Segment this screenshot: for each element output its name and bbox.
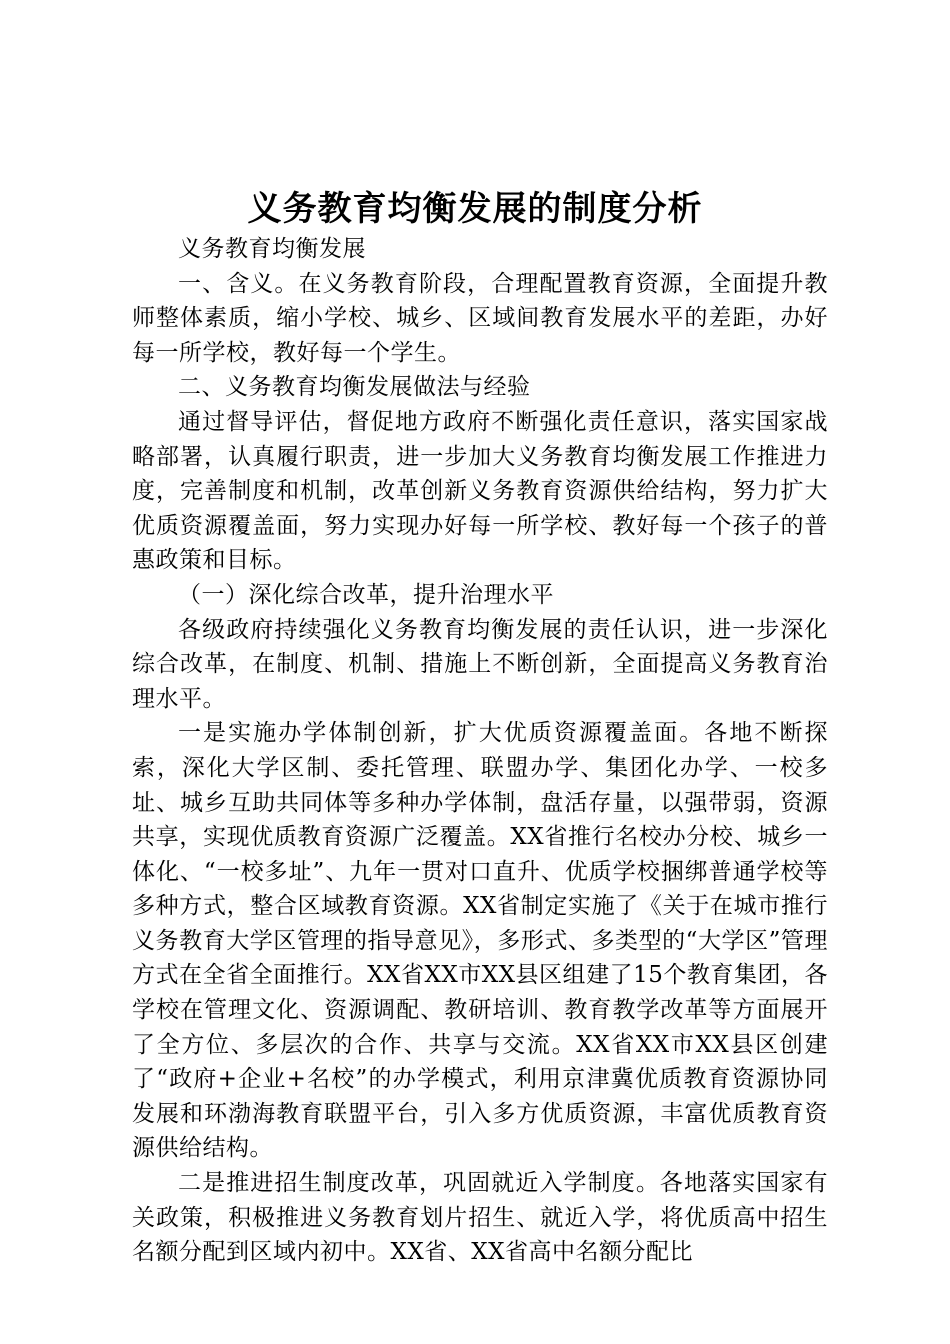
paragraph: 一、含义。在义务教育阶段，合理配置教育资源，全面提升教师整体素质，缩小学校、城乡、区域间教育发展水平的差距，办好每一所学校，教好每一个学生。 [132, 270, 828, 366]
subsection-heading: （一）深化综合改革，提升治理水平 [178, 581, 554, 608]
paragraph: 二是推进招生制度改革，巩固就近入学制度。各地落实国家有关政策，积极推进义务教育划片招生、就近入学，将优质高中招生名额分配到区域内初中。XX省、XX省高中名额分配比 [132, 1170, 828, 1266]
document-title: 义务教育均衡发展的制度分析 [247, 189, 703, 229]
paragraph: 一是实施办学体制创新，扩大优质资源覆盖面。各地不断探索，深化大学区制、委托管理、联盟办学、集团化办学、一校多址、城乡互助共同体等多种办学体制，盘活存量，以强带弱，资源共享，实现优质教育资源广泛覆盖。XX省推行名校办分校、城乡一体化、“一校多址”、九年一贯对口直升、优质学校捆绑普通学校等多种方式，整合区域教育资源。XX省制定实施了《关于在城市推行义务教育大学区管理的指导意见》，多形式、多类型的“大学区”管理方式在全省全面推行。XX省XX市XX县区组建了15个教育集团，各学校在管理文化、资源调配、教研培训、教育教学改革等方面展开了全方位、多层次的合作、共享与交流。XX省XX市XX县区创建了“政府+企业+名校”的办学模式，利用京津冀优质教育资源协同发展和环渤海教育联盟平台，引入多方优质资源，丰富优质教育资源供给结构。 [132, 720, 828, 1162]
paragraph: 各级政府持续强化义务教育均衡发展的责任认识，进一步深化综合改革，在制度、机制、措施上不断创新，全面提高义务教育治理水平。 [132, 616, 828, 712]
section-heading: 二、义务教育均衡发展做法与经验 [178, 374, 531, 401]
document-body [132, 232, 828, 1270]
section-heading: 义务教育均衡发展 [178, 236, 366, 262]
paragraph: 通过督导评估，督促地方政府不断强化责任意识，落实国家战略部署，认真履行职责，进一步加大义务教育均衡发展工作推进力度，完善制度和机制，改革创新义务教育资源供给结构，努力扩大优质资源覆盖面，努力实现办好每一所学校、教好每一个孩子的普惠政策和目标。 [132, 408, 828, 574]
